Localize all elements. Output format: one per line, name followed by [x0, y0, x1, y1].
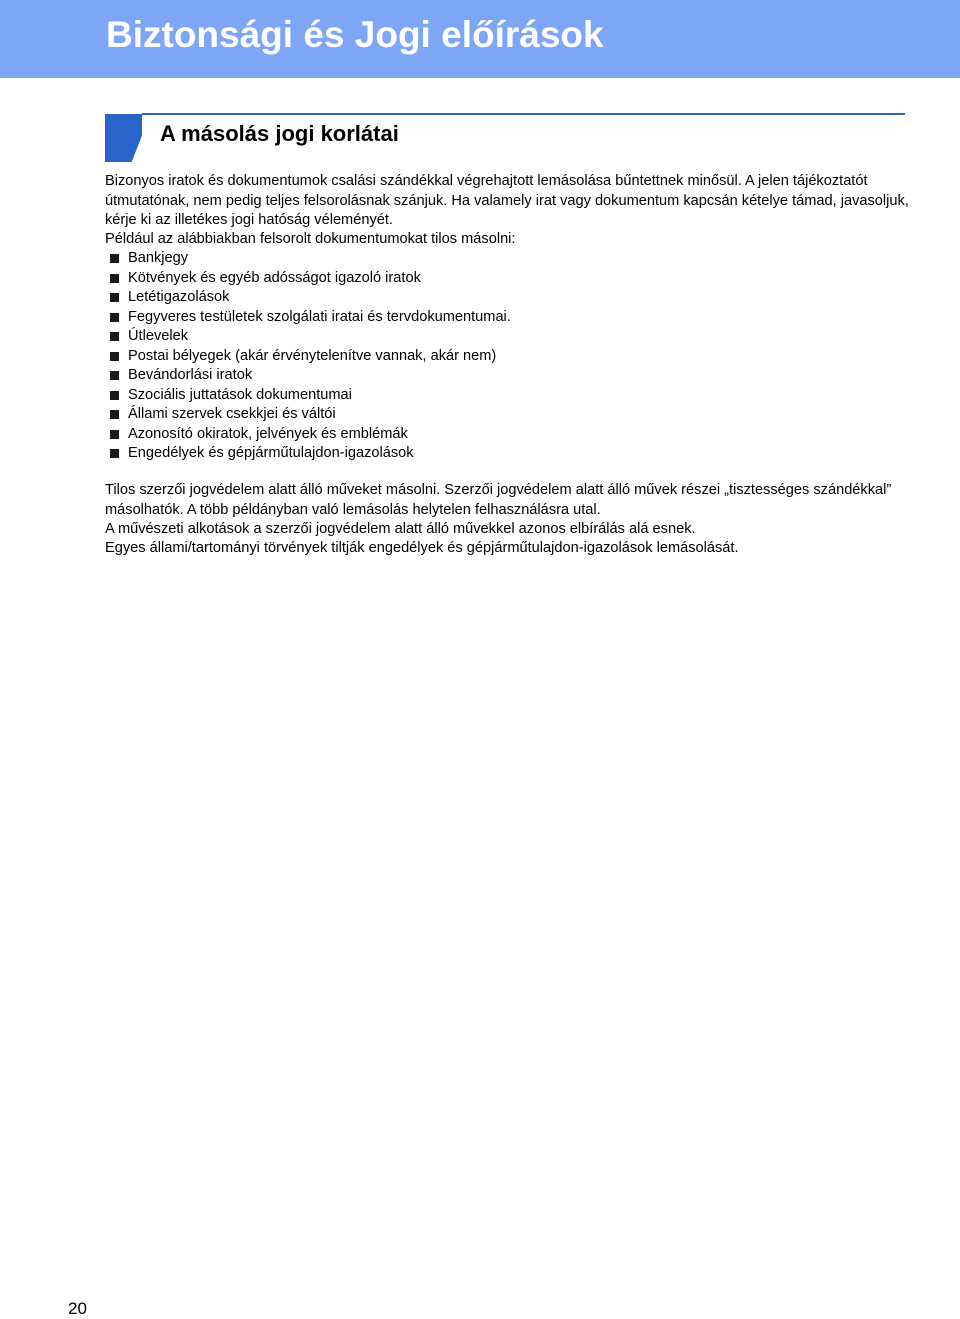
- list-item-text: Fegyveres testületek szolgálati iratai és tervdokumentumai.: [128, 308, 511, 325]
- chapter-header-banner: [0, 0, 960, 78]
- list-item: [110, 327, 511, 347]
- list-item: [110, 366, 511, 386]
- section-divider-line: [142, 113, 905, 115]
- section-title: A másolás jogi korlátai: [160, 121, 399, 146]
- artworks-paragraph: A művészeti alkotások a szerzői jogvédelem alatt álló művekkel azonos elbírálás alá esnek.: [105, 521, 696, 537]
- list-item-text: Állami szervek csekkjei és váltói: [128, 406, 336, 422]
- list-item-text: Útlevelek: [128, 328, 189, 344]
- square-bullet-icon: [110, 352, 119, 361]
- square-bullet-icon: [110, 332, 119, 341]
- chapter-title: Biztonsági és Jogi előírások: [106, 14, 604, 55]
- square-bullet-icon: [110, 410, 119, 419]
- list-item-text: Kötvények és egyéb adósságot igazoló iratok: [128, 269, 421, 286]
- square-bullet-icon: [110, 313, 119, 322]
- copyright-paragraph: Tilos szerzői jogvédelem alatt álló műveket másolni. Szerzői jogvédelem alatt álló művek részei „tisztességes szándékkal” másolhatók. A több példányban való lemásolás helytelen felhasználásra utal.: [105, 482, 892, 518]
- square-bullet-icon: [110, 449, 119, 458]
- list-item-text: Szociális juttatások dokumentumai: [128, 386, 352, 403]
- list-item-text: Letétigazolások: [128, 289, 230, 305]
- square-bullet-icon: [110, 371, 119, 380]
- page-number: 20: [68, 1299, 87, 1318]
- list-item-text: Engedélyek és gépjárműtulajdon-igazolások: [128, 445, 414, 461]
- list-item: [110, 405, 511, 425]
- state-laws-paragraph: Egyes állami/tartományi törvények tiltják engedélyek és gépjárműtulajdon-igazolások lemásolását.: [105, 540, 739, 556]
- square-bullet-icon: [110, 391, 119, 400]
- square-bullet-icon: [110, 254, 119, 263]
- list-item: [110, 288, 511, 308]
- intro-paragraph: Bizonyos iratok és dokumentumok csalási szándékkal végrehajtott lemásolása bűntettnek minősül. A jelen tájékoztatót útmutatónak, nem pedig teljes felsorolásnak szánjuk. Ha valamely irat vagy dokumentum kapcsán kételye támad, javasoljuk, kérje ki az illetékes jogi hatóság véleményét.: [105, 173, 909, 228]
- square-bullet-icon: [110, 274, 119, 283]
- list-item: [110, 386, 511, 406]
- list-item-text: Bevándorlási iratok: [128, 367, 253, 383]
- prohibited-documents-list: [110, 249, 511, 464]
- list-item: [110, 269, 511, 289]
- list-item-text: Azonosító okiratok, jelvények és emblémák: [128, 425, 408, 442]
- square-bullet-icon: [110, 430, 119, 439]
- square-bullet-icon: [110, 293, 119, 302]
- list-item: [110, 308, 511, 328]
- section-marker-block: [105, 114, 142, 162]
- list-item-text: Postai bélyegek (akár érvénytelenítve vannak, akár nem): [128, 347, 497, 364]
- list-item: [110, 347, 511, 367]
- list-item-text: Bankjegy: [128, 250, 189, 266]
- list-intro: Például az alábbiakban felsorolt dokumentumokat tilos másolni:: [105, 231, 516, 247]
- list-item: [110, 425, 511, 445]
- list-item: [110, 249, 511, 269]
- list-item: [110, 444, 511, 464]
